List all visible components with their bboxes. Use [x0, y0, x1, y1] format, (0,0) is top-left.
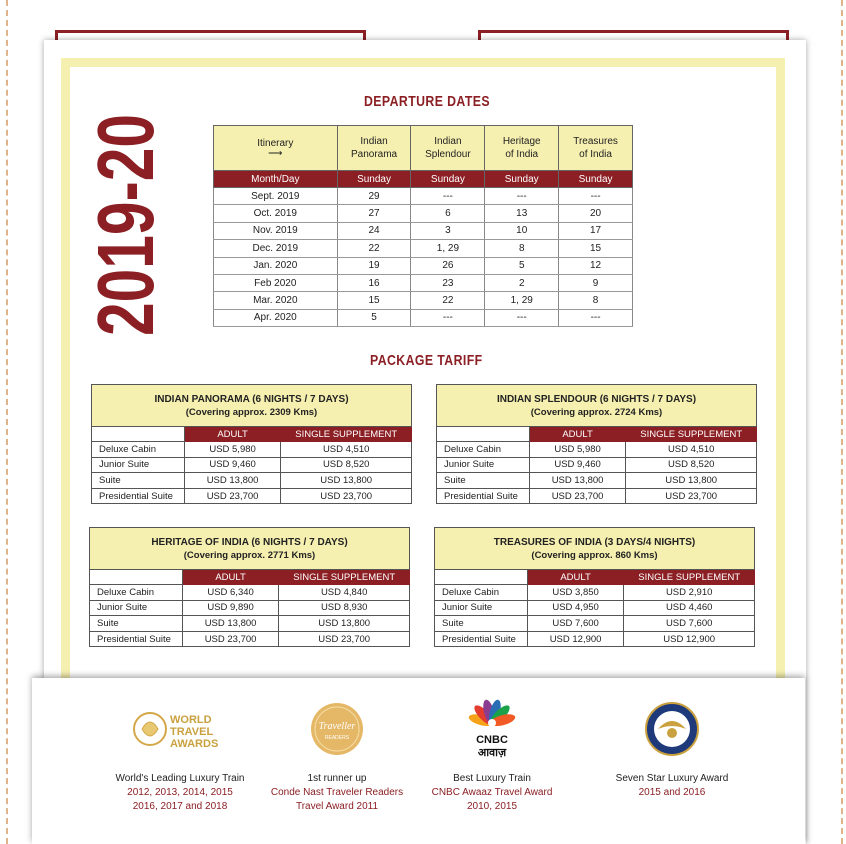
adult-header: ADULT: [527, 570, 624, 585]
tariff-table: [436, 384, 757, 504]
date-cell: 8: [485, 240, 559, 257]
adult-header: ADULT: [182, 570, 279, 585]
package-name: [435, 528, 755, 570]
date-cell: 3: [411, 222, 485, 239]
date-cell: 8: [559, 292, 633, 309]
cabin-type-cell: Junior Suite: [435, 600, 528, 616]
departure-row: [214, 257, 633, 274]
col-header-indian-splendour: Indian Splendour: [411, 126, 485, 171]
departure-row: [214, 188, 633, 205]
departure-row: [214, 205, 633, 222]
date-cell: ---: [411, 188, 485, 205]
departure-body: [214, 188, 633, 327]
package-name: [437, 385, 757, 427]
tariff-table: [91, 384, 412, 504]
cabin-type-cell: Presidential Suite: [437, 488, 530, 504]
date-cell: 17: [559, 222, 633, 239]
price-cell: USD 13,800: [184, 473, 281, 489]
award-seven-star: [592, 694, 752, 800]
itinerary-header: [214, 126, 338, 171]
cabin-type-cell: Suite: [92, 473, 185, 489]
price-cell: USD 7,600: [624, 616, 755, 632]
package-coverage: (Covering approx. 2309 Kms): [185, 406, 318, 418]
month-cell: Apr. 2020: [214, 309, 338, 326]
price-cell: USD 13,800: [626, 473, 757, 489]
package-coverage: (Covering approx. 2771 Kms): [183, 549, 316, 561]
award-cnbc: [412, 694, 572, 814]
award-line2: 2015 and 2016: [638, 787, 706, 798]
cabin-type-cell: Junior Suite: [92, 457, 185, 473]
adult-header: ADULT: [529, 427, 626, 442]
date-cell: 29: [337, 188, 411, 205]
date-cell: 9: [559, 274, 633, 291]
package-title: TREASURES OF INDIA (3 DAYS/4 NIGHTS): [493, 536, 696, 548]
departure-row: [214, 309, 633, 326]
subheader-cell: Sunday: [485, 171, 559, 188]
tariff-row: [437, 442, 757, 458]
price-cell: USD 9,890: [182, 600, 279, 616]
package-name: [90, 528, 410, 570]
date-cell: 6: [411, 205, 485, 222]
cabin-type-cell: Suite: [435, 616, 528, 632]
date-cell: 10: [485, 222, 559, 239]
single-supplement-header: SINGLE SUPPLEMENT: [626, 427, 757, 442]
cabin-type-cell: Presidential Suite: [92, 488, 185, 504]
price-cell: USD 8,520: [626, 457, 757, 473]
departure-row: [214, 274, 633, 291]
price-cell: USD 13,800: [281, 473, 412, 489]
single-supplement-header: SINGLE SUPPLEMENT: [624, 570, 755, 585]
price-cell: USD 4,510: [281, 442, 412, 458]
award-world-travel: [90, 694, 270, 814]
award-line1: 1st runner up: [307, 773, 367, 784]
price-cell: USD 23,700: [529, 488, 626, 504]
year-label-svg: [81, 42, 170, 336]
month-cell: Mar. 2020: [214, 292, 338, 309]
price-cell: USD 23,700: [182, 631, 279, 647]
svg-text:WORLD: WORLD: [170, 714, 212, 726]
price-cell: USD 9,460: [184, 457, 281, 473]
tariff-row: [435, 616, 755, 632]
price-cell: USD 12,900: [527, 631, 624, 647]
svg-text:AWARDS: AWARDS: [170, 738, 219, 750]
month-cell: Feb 2020: [214, 274, 338, 291]
price-cell: USD 13,800: [279, 616, 410, 632]
date-cell: 19: [337, 257, 411, 274]
cabin-type-cell: Presidential Suite: [435, 631, 528, 647]
svg-text:READERS: READERS: [324, 735, 350, 741]
tariff-row: [90, 631, 410, 647]
price-cell: USD 23,700: [626, 488, 757, 504]
tariff-row: [90, 616, 410, 632]
price-cell: USD 4,840: [279, 585, 410, 601]
date-cell: ---: [485, 309, 559, 326]
date-cell: 24: [337, 222, 411, 239]
departure-row: [214, 292, 633, 309]
price-cell: USD 23,700: [184, 488, 281, 504]
award-line2: 2012, 2013, 2014, 2015: [127, 787, 233, 798]
year-label: [81, 42, 170, 336]
date-cell: ---: [411, 309, 485, 326]
conde-nast-traveller-logo: [257, 694, 417, 764]
price-cell: USD 23,700: [279, 631, 410, 647]
date-cell: 5: [337, 309, 411, 326]
right-dashed-border: [841, 0, 843, 844]
subheader-cell: Sunday: [559, 171, 633, 188]
left-dashed-border: [6, 0, 8, 844]
tariff-row: [437, 488, 757, 504]
itinerary-label: Itinerary: [257, 137, 294, 149]
col-header-heritage-of-india: Heritage of India: [485, 126, 559, 171]
package-coverage: (Covering approx. 2724 Kms): [530, 406, 663, 418]
date-cell: 22: [337, 240, 411, 257]
date-cell: 15: [337, 292, 411, 309]
price-cell: USD 13,800: [529, 473, 626, 489]
tariff-row: [435, 585, 755, 601]
departure-row: [214, 222, 633, 239]
cabin-type-cell: Suite: [437, 473, 530, 489]
tariff-row: [92, 488, 412, 504]
award-line2: CNBC Awaaz Travel Award: [431, 787, 553, 798]
date-cell: 27: [337, 205, 411, 222]
price-cell: USD 5,980: [184, 442, 281, 458]
date-cell: ---: [559, 309, 633, 326]
month-cell: Dec. 2019: [214, 240, 338, 257]
cabin-type-cell: Presidential Suite: [90, 631, 183, 647]
date-cell: 12: [559, 257, 633, 274]
month-cell: Jan. 2020: [214, 257, 338, 274]
adult-header: ADULT: [184, 427, 281, 442]
col-header-treasures-of-india: Treasures of India: [559, 126, 633, 171]
cabin-type-cell: Junior Suite: [90, 600, 183, 616]
svg-text:Traveller: Traveller: [318, 721, 356, 732]
month-cell: Nov. 2019: [214, 222, 338, 239]
date-cell: 5: [485, 257, 559, 274]
cabin-type-cell: Junior Suite: [437, 457, 530, 473]
month-cell: Oct. 2019: [214, 205, 338, 222]
price-cell: USD 23,700: [281, 488, 412, 504]
cabin-type-cell: Deluxe Cabin: [90, 585, 183, 601]
month-cell: Sept. 2019: [214, 188, 338, 205]
price-cell: USD 4,460: [624, 600, 755, 616]
package-title: HERITAGE OF INDIA (6 NIGHTS / 7 DAYS): [151, 536, 348, 548]
package-title: INDIAN PANORAMA (6 NIGHTS / 7 DAYS): [154, 393, 349, 405]
tariff-row: [90, 585, 410, 601]
departure-header-row: [214, 126, 633, 171]
award-line1: Seven Star Luxury Award: [615, 773, 729, 784]
col-header-indian-panorama: Indian Panorama: [337, 126, 411, 171]
package-tariff-title: PACKAGE TARIFF: [370, 352, 483, 369]
subheader-cell: Sunday: [337, 171, 411, 188]
cabin-type-cell: Suite: [90, 616, 183, 632]
price-cell: USD 4,510: [626, 442, 757, 458]
blank-header-cell: [92, 427, 185, 442]
price-cell: USD 8,930: [279, 600, 410, 616]
cabin-type-cell: Deluxe Cabin: [92, 442, 185, 458]
date-cell: 15: [559, 240, 633, 257]
subheader-cell: Month/Day: [214, 171, 338, 188]
tariff-table: [89, 527, 410, 647]
departure-table: [213, 125, 633, 327]
tariff-row: [435, 631, 755, 647]
price-cell: USD 4,950: [527, 600, 624, 616]
seven-star-award-logo: [592, 694, 752, 764]
date-cell: 26: [411, 257, 485, 274]
price-cell: USD 8,520: [281, 457, 412, 473]
single-supplement-header: SINGLE SUPPLEMENT: [279, 570, 410, 585]
package-title: INDIAN SPLENDOUR (6 NIGHTS / 7 DAYS): [496, 393, 697, 405]
svg-text:आवाज़: आवाज़: [477, 746, 507, 759]
svg-text:CNBC: CNBC: [476, 734, 508, 746]
date-cell: ---: [559, 188, 633, 205]
award-line3: 2010, 2015: [466, 801, 518, 812]
cabin-type-cell: Deluxe Cabin: [437, 442, 530, 458]
date-cell: 2: [485, 274, 559, 291]
tariff-row: [92, 457, 412, 473]
price-cell: USD 13,800: [182, 616, 279, 632]
tariff-row: [92, 442, 412, 458]
price-cell: USD 3,850: [527, 585, 624, 601]
package-name: [92, 385, 412, 427]
right-arrow-icon: ⟶: [268, 147, 283, 159]
award-line1: World's Leading Luxury Train: [115, 773, 245, 784]
awards-strip: [32, 678, 805, 844]
year-label-text: 2019-20: [81, 42, 170, 336]
departure-dates-title: DEPARTURE DATES: [364, 93, 490, 110]
blank-header-cell: [90, 570, 183, 585]
single-supplement-header: SINGLE SUPPLEMENT: [281, 427, 412, 442]
award-conde-nast: [257, 694, 417, 814]
award-line3: 2016, 2017 and 2018: [132, 801, 228, 812]
date-cell: 22: [411, 292, 485, 309]
blank-header-cell: [437, 427, 530, 442]
date-cell: 1, 29: [411, 240, 485, 257]
price-cell: USD 12,900: [624, 631, 755, 647]
tariff-row: [437, 473, 757, 489]
package-coverage: (Covering approx. 860 Kms): [531, 549, 658, 561]
departure-subheader-row: [214, 171, 633, 188]
date-cell: 23: [411, 274, 485, 291]
tariff-row: [90, 600, 410, 616]
tariff-table: [434, 527, 755, 647]
price-cell: USD 5,980: [529, 442, 626, 458]
date-cell: 20: [559, 205, 633, 222]
date-cell: ---: [485, 188, 559, 205]
tariff-row: [437, 457, 757, 473]
price-cell: USD 7,600: [527, 616, 624, 632]
price-cell: USD 9,460: [529, 457, 626, 473]
subheader-cell: Sunday: [411, 171, 485, 188]
award-line2: Conde Nast Traveler Readers: [270, 787, 404, 798]
date-cell: 1, 29: [485, 292, 559, 309]
date-cell: 13: [485, 205, 559, 222]
world-travel-awards-logo: [90, 694, 270, 764]
tariff-row: [435, 600, 755, 616]
departure-row: [214, 240, 633, 257]
svg-text:TRAVEL: TRAVEL: [170, 726, 214, 738]
cabin-type-cell: Deluxe Cabin: [435, 585, 528, 601]
award-line1: Best Luxury Train: [453, 773, 531, 784]
cnbc-awaaz-logo: [412, 694, 572, 764]
blank-header-cell: [435, 570, 528, 585]
award-line3: Travel Award 2011: [295, 801, 379, 812]
price-cell: USD 2,910: [624, 585, 755, 601]
price-cell: USD 6,340: [182, 585, 279, 601]
date-cell: 16: [337, 274, 411, 291]
tariff-row: [92, 473, 412, 489]
